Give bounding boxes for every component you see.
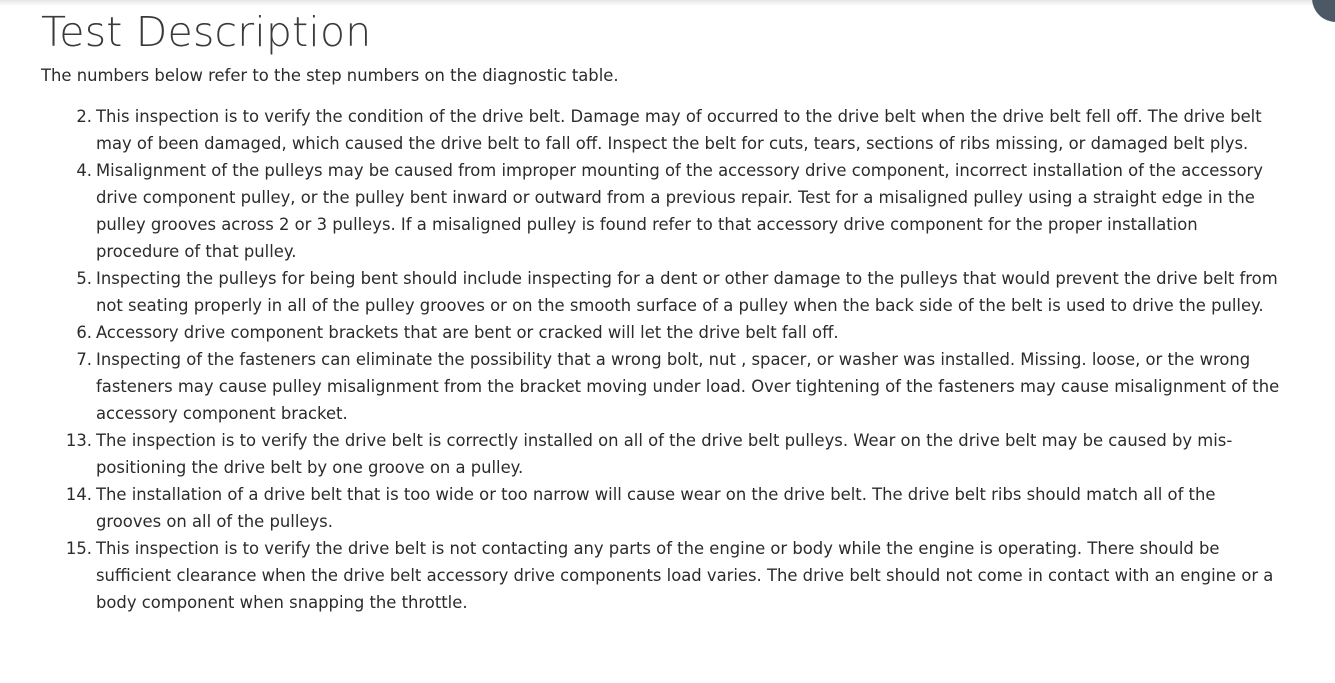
step-text: Inspecting the pulleys for being bent should include inspecting for a dent or other damage to the pulleys that would prevent the drive belt from not seating properly in all of the pulley grooves or on the smooth surface of a pulley when the back side of the belt is used to drive the pulley. [96, 269, 1278, 315]
document-content [41, 4, 1281, 616]
corner-floating-button[interactable] [1312, 0, 1335, 22]
step-text: Misalignment of the pulleys may be caused from improper mounting of the accessory drive component, incorrect installation of the accessory drive component pulley, or the pulley bent inward or outward from a previous repair. Test for a misaligned pulley using a straight edge in the pulley grooves across 2 or 3 pulleys. If a misaligned pulley is found refer to that accessory drive component for the proper installation procedure of that pulley. [96, 161, 1263, 261]
step-number: 6. [76, 323, 92, 342]
step-item [41, 535, 1281, 616]
step-item [41, 346, 1281, 427]
step-text: This inspection is to verify the drive belt is not contacting any parts of the engine or body while the engine is operating. There should be sufficient clearance when the drive belt accessory drive components load varies. The drive belt should not come in contact with an engine or a body component when snapping the throttle. [96, 539, 1274, 612]
step-item [41, 319, 1281, 346]
step-text: Accessory drive component brackets that are bent or cracked will let the drive belt fall off. [96, 323, 839, 342]
step-number: 4. [76, 161, 92, 180]
step-item [41, 427, 1281, 481]
step-item [41, 157, 1281, 265]
step-number: 15. [65, 539, 92, 558]
step-number: 2. [76, 107, 92, 126]
step-number: 13. [65, 431, 92, 450]
intro-text: The numbers below refer to the step numbers on the diagnostic table. [41, 66, 619, 85]
page-title: Test Description [41, 8, 372, 56]
steps-list [41, 103, 1281, 616]
step-item [41, 265, 1281, 319]
step-text: The installation of a drive belt that is too wide or too narrow will cause wear on the drive belt. The drive belt ribs should match all of the grooves on all of the pulleys. [96, 485, 1216, 531]
step-number: 14. [65, 485, 92, 504]
step-number: 5. [76, 269, 92, 288]
step-text: This inspection is to verify the condition of the drive belt. Damage may of occurred to the drive belt when the drive belt fell off. The drive belt may of been damaged, which caused the drive belt to fall off. Inspect the belt for cuts, tears, sections of ribs missing, or damaged belt plys. [96, 107, 1262, 153]
step-text: The inspection is to verify the drive belt is correctly installed on all of the drive belt pulleys. Wear on the drive belt may be caused by mis-positioning the drive belt by one groove on a pulley. [96, 431, 1233, 477]
step-item [41, 481, 1281, 535]
step-item [41, 103, 1281, 157]
step-text: Inspecting of the fasteners can eliminate the possibility that a wrong bolt, nut , spacer, or washer was installed. Missing. loose, or the wrong fasteners may cause pulley misalignment from the bracket moving under load. Over tightening of the fasteners may cause misalignment of the accessory component bracket. [96, 350, 1280, 423]
step-number: 7. [76, 350, 92, 369]
